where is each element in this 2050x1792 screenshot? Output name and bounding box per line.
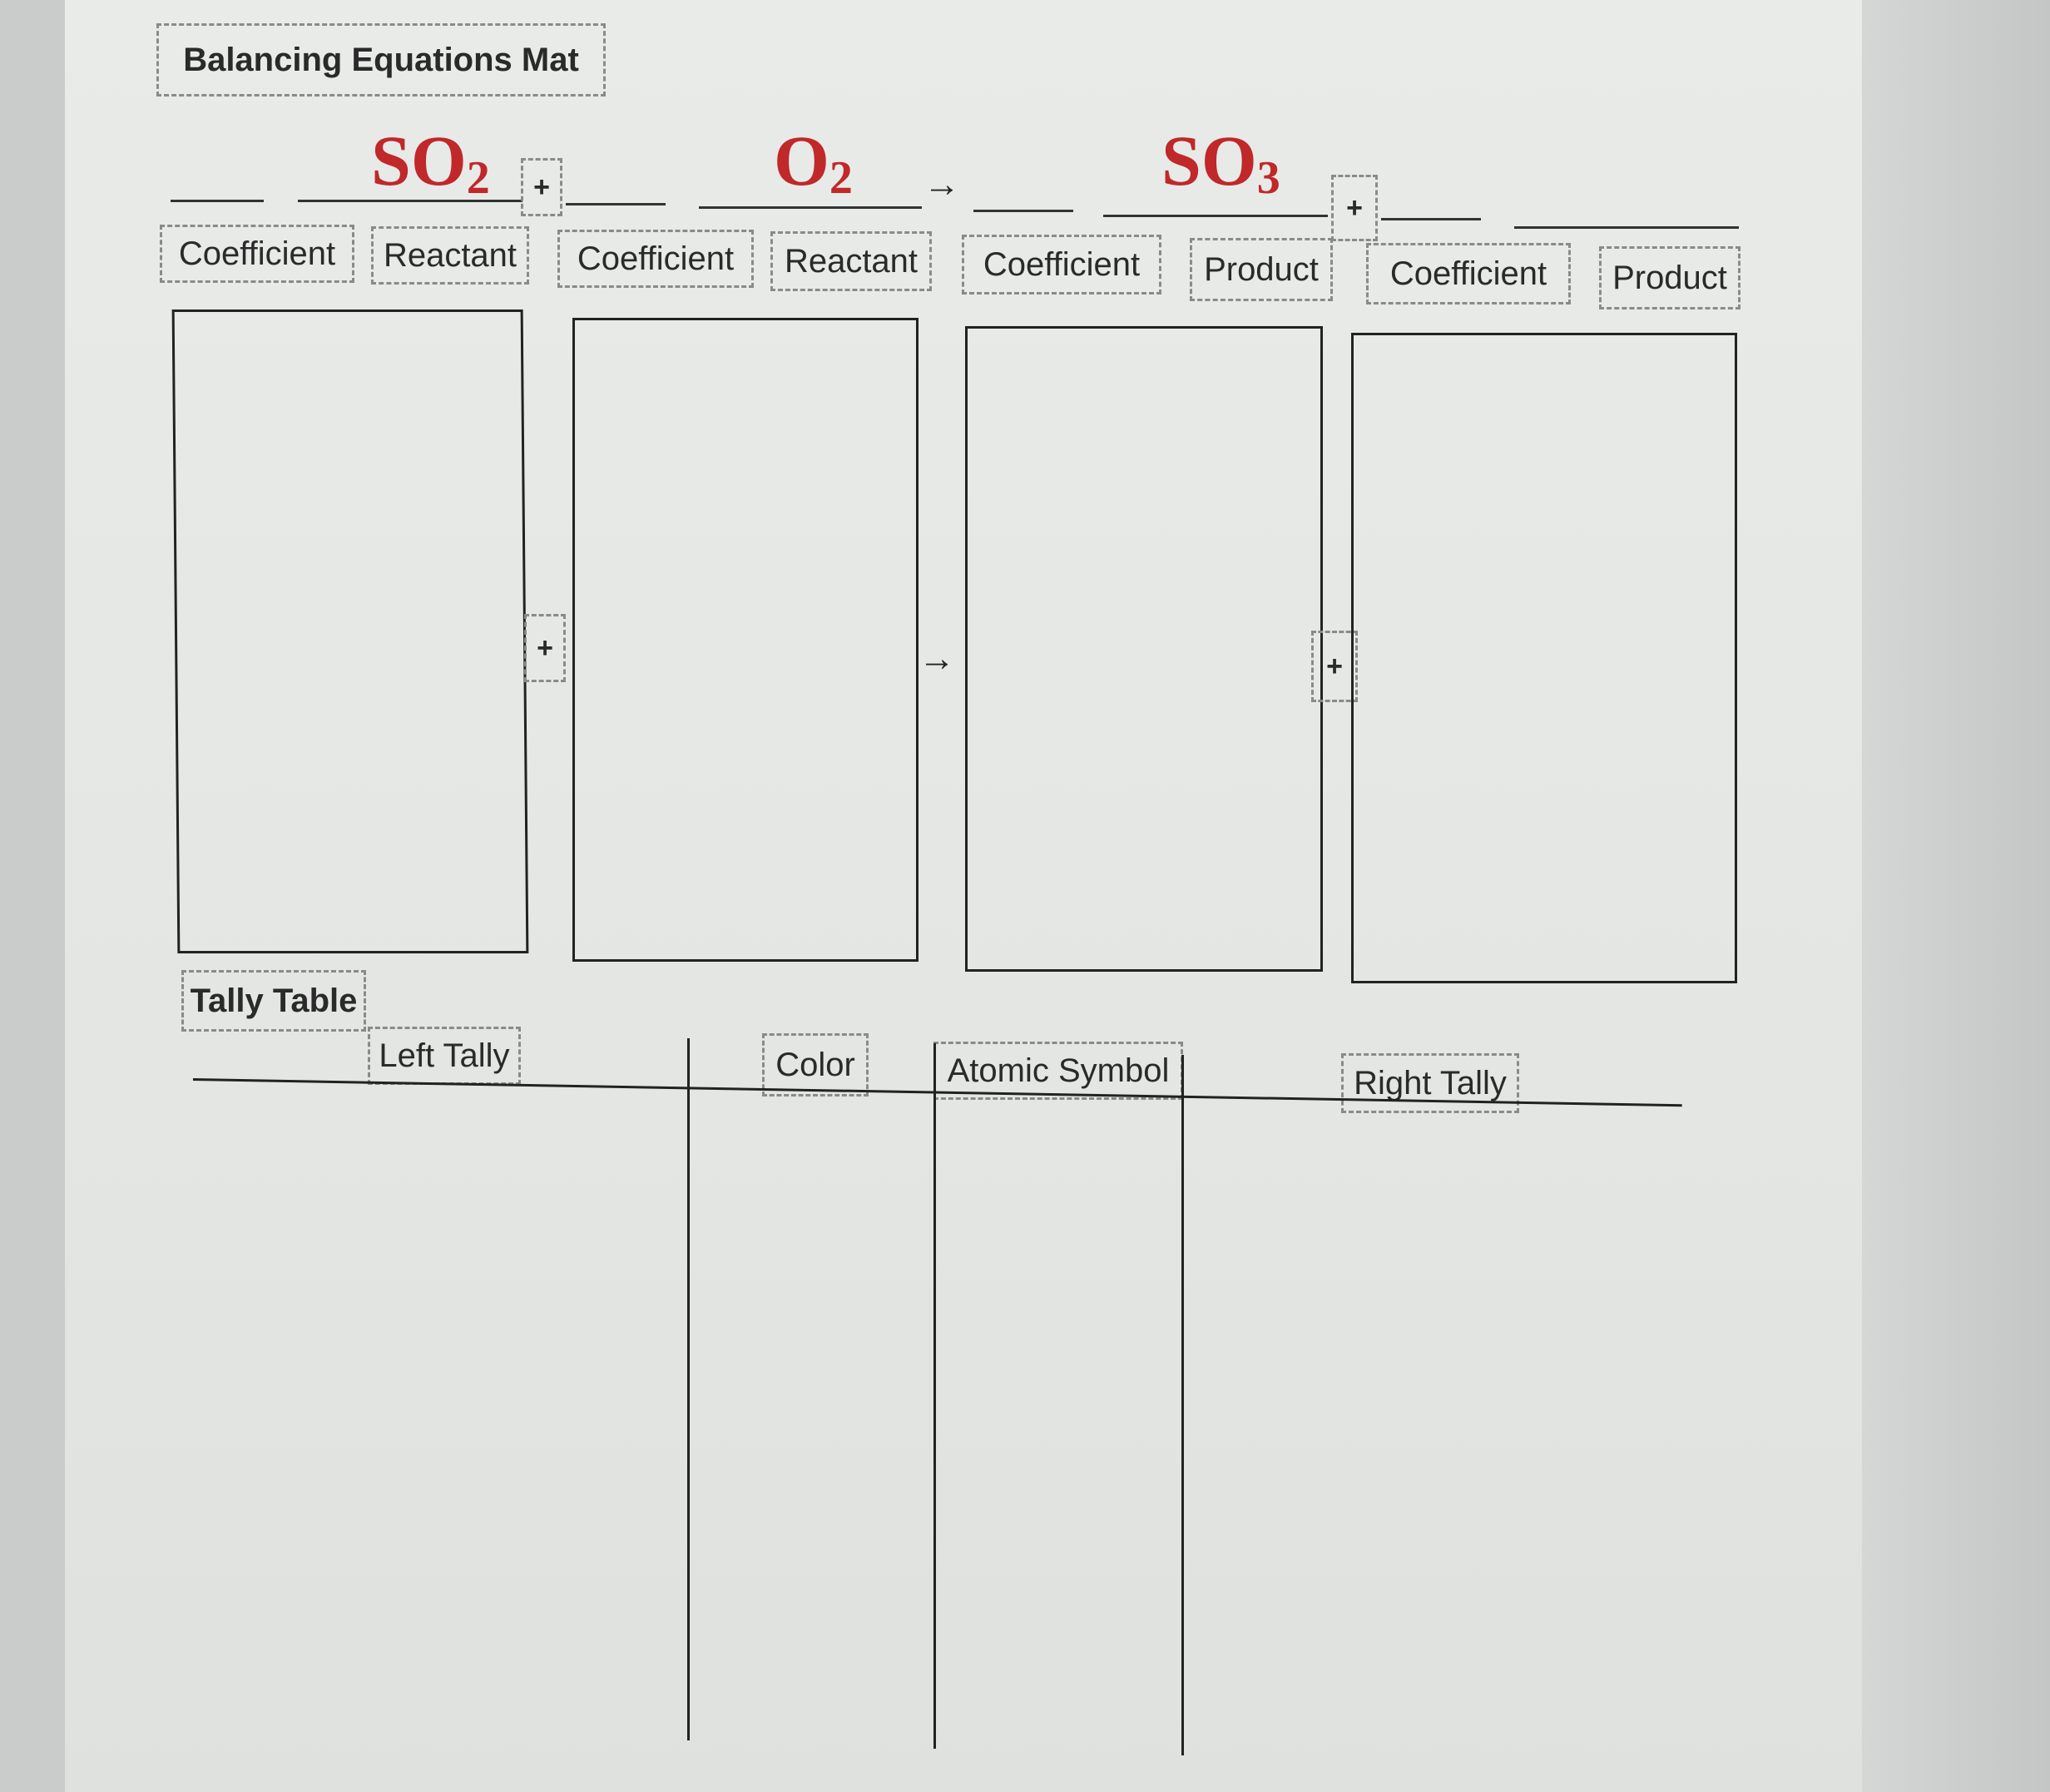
product-1-formula: $SO_3$ <box>1161 121 1280 204</box>
background-edge <box>1862 0 2050 1792</box>
coefficient-blank-1[interactable] <box>171 200 264 202</box>
coefficient-blank-4[interactable] <box>1381 218 1481 220</box>
product-blank-1[interactable] <box>1103 215 1328 217</box>
reactant-label-1: Reactant <box>371 226 529 285</box>
product-box-2[interactable] <box>1351 333 1737 983</box>
product-label-1: Product <box>1190 238 1333 301</box>
coefficient-blank-2[interactable] <box>566 203 666 205</box>
coefficient-label-3: Coefficient <box>962 235 1161 295</box>
plus-sign-top-2: + <box>1331 175 1378 241</box>
coefficient-label-4: Coefficient <box>1366 243 1571 304</box>
tally-header-right: Right Tally <box>1341 1053 1519 1113</box>
reactant-box-2[interactable] <box>572 318 919 962</box>
arrow-icon-top: → <box>923 164 960 205</box>
page-title: Balancing Equations Mat <box>156 23 606 97</box>
tally-table-title: Tally Table <box>181 970 366 1032</box>
reactant-box-1[interactable] <box>172 309 529 953</box>
plus-sign-mid-2: + <box>1311 631 1358 702</box>
coefficient-label-1: Coefficient <box>160 225 354 283</box>
tally-header-color: Color <box>762 1033 869 1096</box>
tally-header-left: Left Tally <box>368 1027 521 1085</box>
tally-column-divider-3 <box>1181 1055 1184 1755</box>
reactant-2-formula: $O_2$ <box>774 121 853 204</box>
product-box-1[interactable] <box>965 326 1323 972</box>
reactant-1-formula: $SO_2$ <box>371 121 490 204</box>
tally-header-atomic-symbol: Atomic Symbol <box>933 1042 1183 1100</box>
reactant-blank-2[interactable] <box>699 206 922 209</box>
coefficient-blank-3[interactable] <box>973 210 1073 212</box>
coefficient-label-2: Coefficient <box>557 230 754 288</box>
arrow-icon-mid: → <box>919 638 955 679</box>
tally-column-divider-2 <box>933 1043 936 1749</box>
plus-sign-mid-1: + <box>524 614 566 682</box>
plus-sign-top-1: + <box>521 158 562 216</box>
product-blank-2[interactable] <box>1514 226 1739 229</box>
reactant-label-2: Reactant <box>770 231 932 291</box>
tally-column-divider-1 <box>687 1038 690 1740</box>
product-label-2: Product <box>1599 246 1741 309</box>
